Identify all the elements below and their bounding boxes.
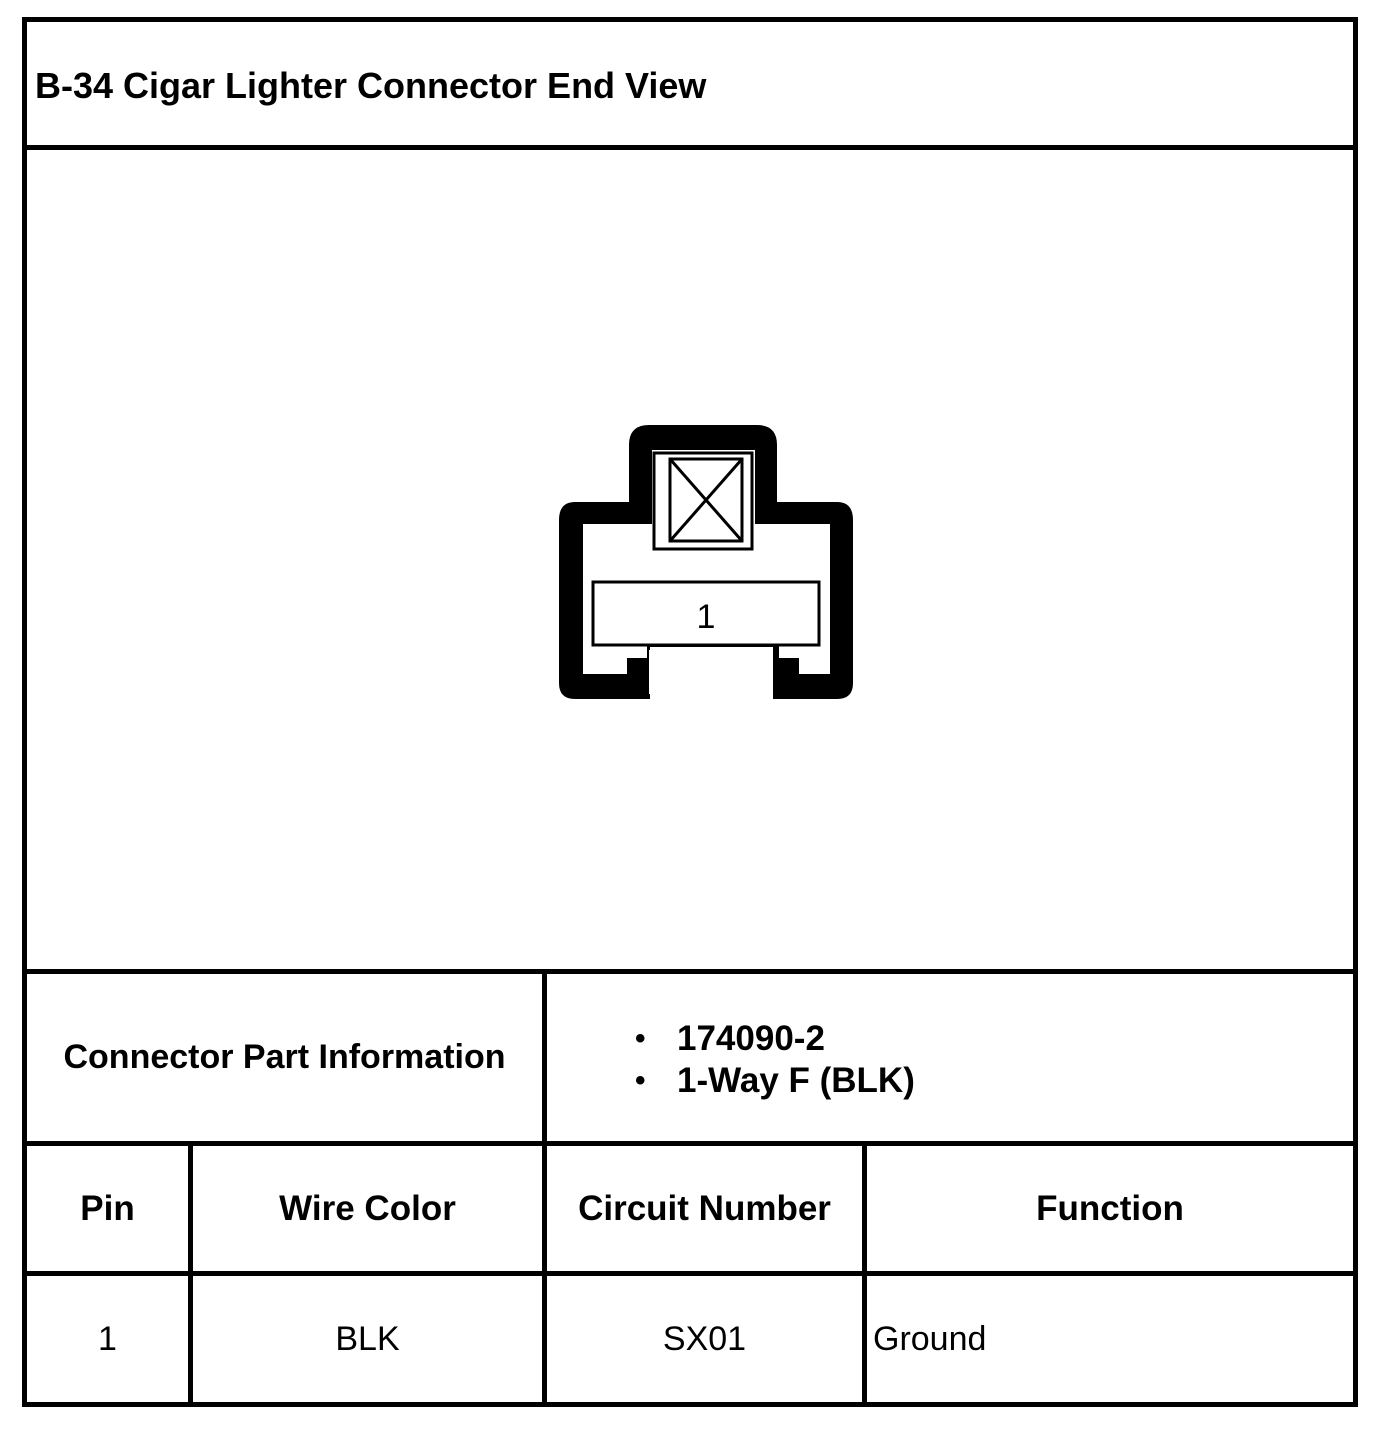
header-function: Function — [1036, 1188, 1184, 1228]
bullet-icon: • — [635, 1022, 646, 1055]
part-info-item — [635, 1060, 915, 1102]
title-row — [27, 22, 1353, 150]
table-row — [27, 1276, 1353, 1402]
table-header-row — [27, 1146, 1353, 1276]
part-info-values-cell — [547, 974, 1353, 1141]
part-number: 174090-2 — [677, 1019, 825, 1058]
part-info-label-cell — [27, 974, 547, 1141]
part-description: 1-Way F (BLK) — [677, 1061, 915, 1100]
cell-wire-color: BLK — [193, 1276, 547, 1402]
part-info-list — [635, 1018, 915, 1102]
part-info-label: Connector Part Information — [63, 1038, 506, 1076]
connector-sheet — [22, 17, 1358, 1407]
connector-end-view-diagram — [27, 150, 1353, 974]
header-circuit-number: Circuit Number — [547, 1146, 867, 1271]
header-pin: Pin — [27, 1146, 193, 1271]
page-title: B-34 Cigar Lighter Connector End View — [35, 65, 707, 106]
connector-notch — [649, 650, 758, 694]
cell-pin: 1 — [27, 1276, 193, 1402]
pin-label: 1 — [696, 598, 716, 636]
part-info-item — [635, 1018, 915, 1060]
header-wire-color: Wire Color — [193, 1146, 547, 1271]
cell-function: Ground — [873, 1319, 987, 1358]
cell-circuit-number: SX01 — [547, 1276, 867, 1402]
connector-part-information-row — [27, 974, 1353, 1146]
bullet-icon: • — [635, 1064, 646, 1097]
connector-drawing — [27, 150, 1353, 969]
